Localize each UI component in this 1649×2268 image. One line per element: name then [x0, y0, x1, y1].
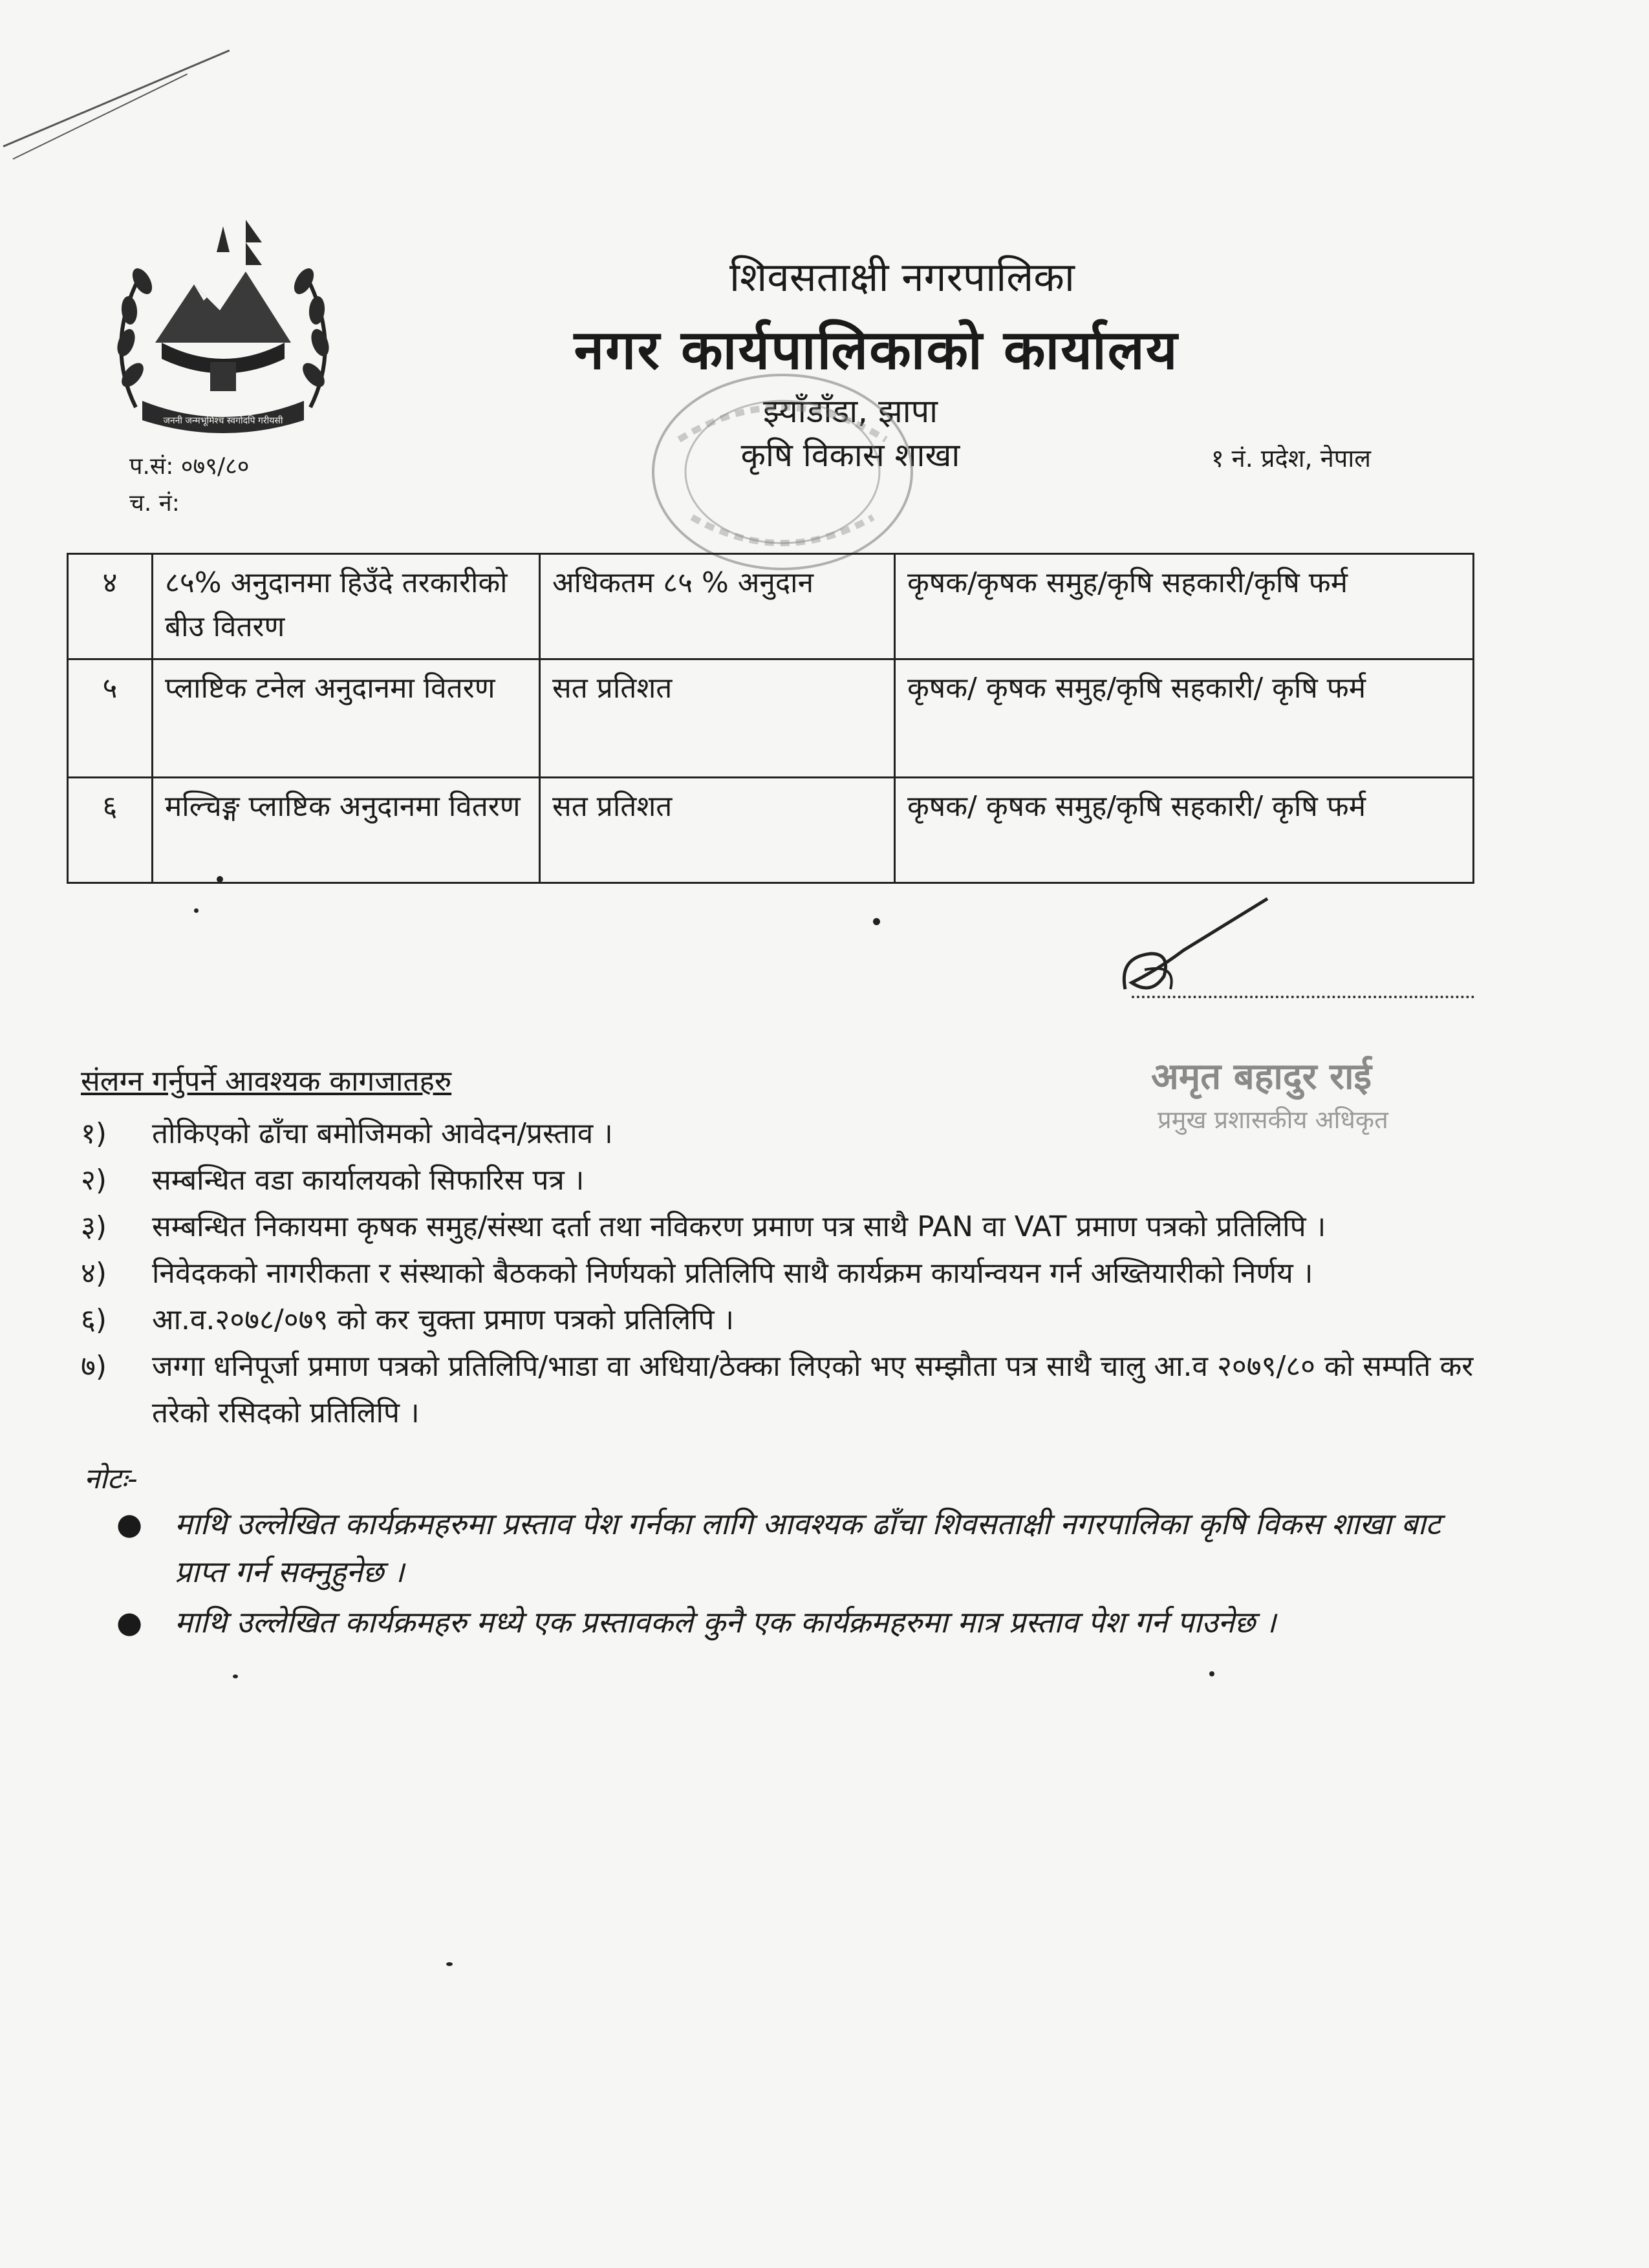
scan-edge-line [13, 74, 188, 160]
reference-number: प.सं: ०७९/८० [129, 453, 250, 480]
grant-amount: अधिकतम ८५ % अनुदान [540, 554, 895, 659]
item-text: तोकिएको ढाँचा बमोजिमको आवेदन/प्रस्ताव । [152, 1117, 613, 1150]
signature-line [1132, 996, 1474, 998]
item-text: जग्गा धनिपूर्जा प्रमाण पत्रको प्रतिलिपि/भाडा वा अधिया/ठेक्का लिएको भए सम्झौता पत्र साथै चालु आ.व २०७९/८० को सम्पति कर तरेको रसिदको प्रतिलिपि । [152, 1350, 1474, 1429]
scan-speck [1209, 1671, 1214, 1676]
notes-title: नोटः- [84, 1462, 138, 1495]
item-number: ३) [81, 1210, 107, 1243]
item-number: ७) [81, 1350, 107, 1383]
item-number: ४) [81, 1257, 107, 1290]
documents-list [81, 1111, 1491, 1437]
list-item [116, 1500, 1474, 1596]
list-item [81, 1250, 1491, 1297]
item-number: २) [81, 1164, 107, 1197]
municipality-name: शिवसताक्षी नगरपालिका [729, 253, 1075, 301]
scan-speck [233, 1674, 238, 1678]
note-text: माथि उल्लेखित कार्यक्रमहरुमा प्रस्ताव पेश गर्नका लागि आवश्यक ढाँचा शिवसताक्षी नगरपालिका कृषि विकस शाखा बाट प्राप्त गर्न सक्नुहुनेछ । [175, 1506, 1441, 1589]
notes-list [116, 1500, 1474, 1649]
table-row [68, 659, 1474, 778]
bullet-icon: ● [116, 1506, 143, 1541]
scan-speck [873, 918, 880, 925]
program-name: प्लाष्टिक टनेल अनुदानमा वितरण [153, 659, 540, 778]
serial-number: ५ [68, 659, 153, 778]
item-text: निवेदकको नागरीकता र संस्थाको बैठकको निर्णयको प्रतिलिपि साथै कार्यक्रम कार्यान्वयन गर्न अख्तियारीको निर्णय । [152, 1257, 1313, 1290]
list-item [81, 1157, 1491, 1204]
item-text: सम्बन्धित निकायमा कृषक समुह/संस्था दर्ता तथा नविकरण प्रमाण पत्र साथै PAN वा VAT प्रमाण पत्रको प्रतिलिपि । [152, 1210, 1326, 1243]
scan-speck [217, 876, 223, 883]
grant-amount: सत प्रतिशत [540, 778, 895, 883]
list-item [116, 1598, 1474, 1646]
program-name: मल्चिङ्ग प्लाष्टिक अनुदानमा वितरण [153, 778, 540, 883]
grant-amount: सत प्रतिशत [540, 659, 895, 778]
dispatch-number: च. नं: [129, 490, 180, 517]
item-number: १) [81, 1117, 107, 1150]
note-text: माथि उल्लेखित कार्यक्रमहरु मध्ये एक प्रस्तावकले कुनै एक कार्यक्रमहरुमा मात्र प्रस्ताव पेश गर्न पाउनेछ । [175, 1605, 1277, 1640]
eligible-applicants: कृषक/ कृषक समुह/कृषि सहकारी/ कृषि फर्म [895, 659, 1474, 778]
bullet-icon: ● [116, 1605, 143, 1640]
list-item [81, 1343, 1491, 1437]
list-item [81, 1204, 1491, 1250]
section-name: कृषि विकास शाखा [740, 436, 960, 474]
serial-number: ४ [68, 554, 153, 659]
svg-text:जननी जन्मभूमिश्च स्वर्गादपि गर: जननी जन्मभूमिश्च स्वर्गादपि गरीयसी [163, 416, 283, 426]
office-title: नगर कार्यपालिकाको कार्यालय [574, 318, 1179, 381]
item-text: आ.व.२०७८/०७९ को कर चुक्ता प्रमाण पत्रको प्रतिलिपि । [152, 1303, 735, 1336]
officer-title-stamp: प्रमुख प्रशासकीय अधिकृत [1158, 1106, 1388, 1134]
serial-number: ६ [68, 778, 153, 883]
program-table [67, 553, 1474, 884]
program-name: ८५% अनुदानमा हिउँदे तरकारीको बीउ वितरण [153, 554, 540, 659]
office-place: झ्याँडाँडा, झापा [762, 392, 938, 430]
province-label: १ नं. प्रदेश, नेपाल [1211, 444, 1371, 473]
table-row [68, 778, 1474, 883]
item-number: ६) [81, 1303, 107, 1336]
list-item [81, 1297, 1491, 1343]
scan-speck [446, 1962, 453, 1966]
officer-name-stamp: अमृत बहादुर राई [1151, 1056, 1372, 1098]
list-item [81, 1111, 1491, 1157]
eligible-applicants: कृषक/कृषक समुह/कृषि सहकारी/कृषि फर्म [895, 554, 1474, 659]
handwritten-signature-icon [1112, 892, 1280, 1002]
eligible-applicants: कृषक/ कृषक समुह/कृषि सहकारी/ कृषि फर्म [895, 778, 1474, 883]
item-text: सम्बन्धित वडा कार्यालयको सिफारिस पत्र । [152, 1164, 585, 1197]
office-seal-icon [634, 362, 931, 575]
scan-edge-line [3, 50, 230, 147]
documents-title: संलग्न गर्नुपर्ने आवश्यक कागजातहरु [81, 1065, 452, 1098]
table-row [68, 554, 1474, 659]
scan-speck [194, 908, 199, 913]
